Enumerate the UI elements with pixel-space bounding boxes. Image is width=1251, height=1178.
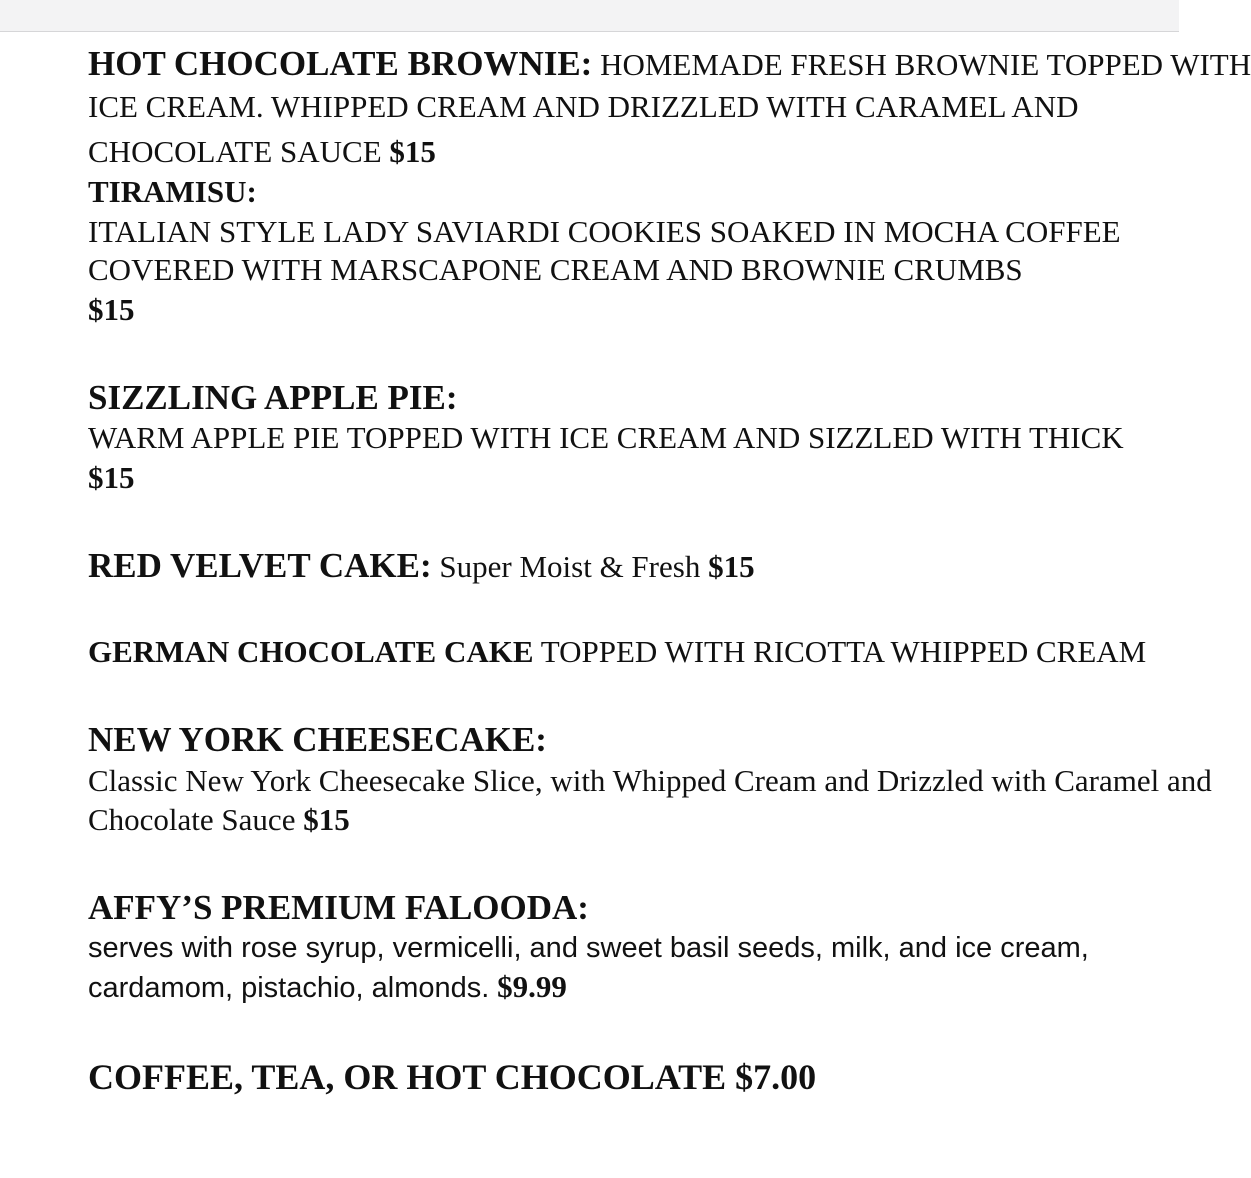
item-price: $15 bbox=[708, 549, 755, 584]
item-description-line: ITALIAN STYLE LADY SAVIARDI COOKIES SOAKED IN MOCHA COFFEE bbox=[88, 214, 1121, 249]
item-description-line bbox=[88, 800, 350, 840]
menu-item-red-velvet-cake bbox=[88, 546, 755, 587]
item-name-tiramisu: TIRAMISU: bbox=[88, 174, 257, 209]
item-name: HOT CHOCOLATE BROWNIE: bbox=[88, 44, 593, 83]
item-name: RED VELVET CAKE: bbox=[88, 546, 432, 585]
item-description-line: COVERED WITH MARSCAPONE CREAM AND BROWNIE CRUMBS bbox=[88, 252, 1023, 287]
item-description-line: WARM APPLE PIE TOPPED WITH ICE CREAM AND SIZZLED WITH THICK bbox=[88, 420, 1124, 455]
item-description-line bbox=[88, 967, 567, 1008]
item-description: Super Moist & Fresh bbox=[439, 549, 701, 584]
menu-item-german-chocolate-cake bbox=[88, 632, 1146, 672]
item-price: $15 bbox=[88, 292, 135, 327]
item-description: cardamom, pistachio, almonds. bbox=[88, 972, 490, 1004]
item-name-sizzling-apple-pie: SIZZLING APPLE PIE: bbox=[88, 378, 458, 417]
item-description-line: Classic New York Cheesecake Slice, with Whipped Cream and Drizzled with Caramel and bbox=[88, 763, 1212, 798]
menu-item-hot-chocolate-brownie bbox=[88, 44, 1251, 85]
item-name-affys-premium-falooda: AFFY’S PREMIUM FALOODA: bbox=[88, 888, 589, 927]
item-description-line bbox=[88, 132, 436, 172]
item-description: Chocolate Sauce bbox=[88, 802, 296, 837]
item-name: GERMAN CHOCOLATE CAKE bbox=[88, 634, 534, 669]
item-description: HOMEMADE FRESH BROWNIE TOPPED WITH bbox=[600, 47, 1251, 82]
item-name-new-york-cheesecake: NEW YORK CHEESECAKE: bbox=[88, 720, 547, 759]
item-price: $15 bbox=[389, 134, 436, 169]
item-price: $15 bbox=[88, 460, 135, 495]
drinks-line: COFFEE, TEA, OR HOT CHOCOLATE $7.00 bbox=[88, 1057, 817, 1097]
item-description-line: ICE CREAM. WHIPPED CREAM AND DRIZZLED WITH CARAMEL AND bbox=[88, 89, 1079, 124]
viewer-top-bar bbox=[0, 0, 1179, 32]
dessert-menu-document bbox=[88, 32, 1251, 1178]
item-description: CHOCOLATE SAUCE bbox=[88, 134, 382, 169]
item-price: $15 bbox=[303, 802, 350, 837]
item-price: $9.99 bbox=[497, 969, 567, 1004]
item-description-line: serves with rose syrup, vermicelli, and sweet basil seeds, milk, and ice cream, bbox=[88, 932, 1089, 964]
item-description: TOPPED WITH RICOTTA WHIPPED CREAM bbox=[540, 634, 1147, 669]
